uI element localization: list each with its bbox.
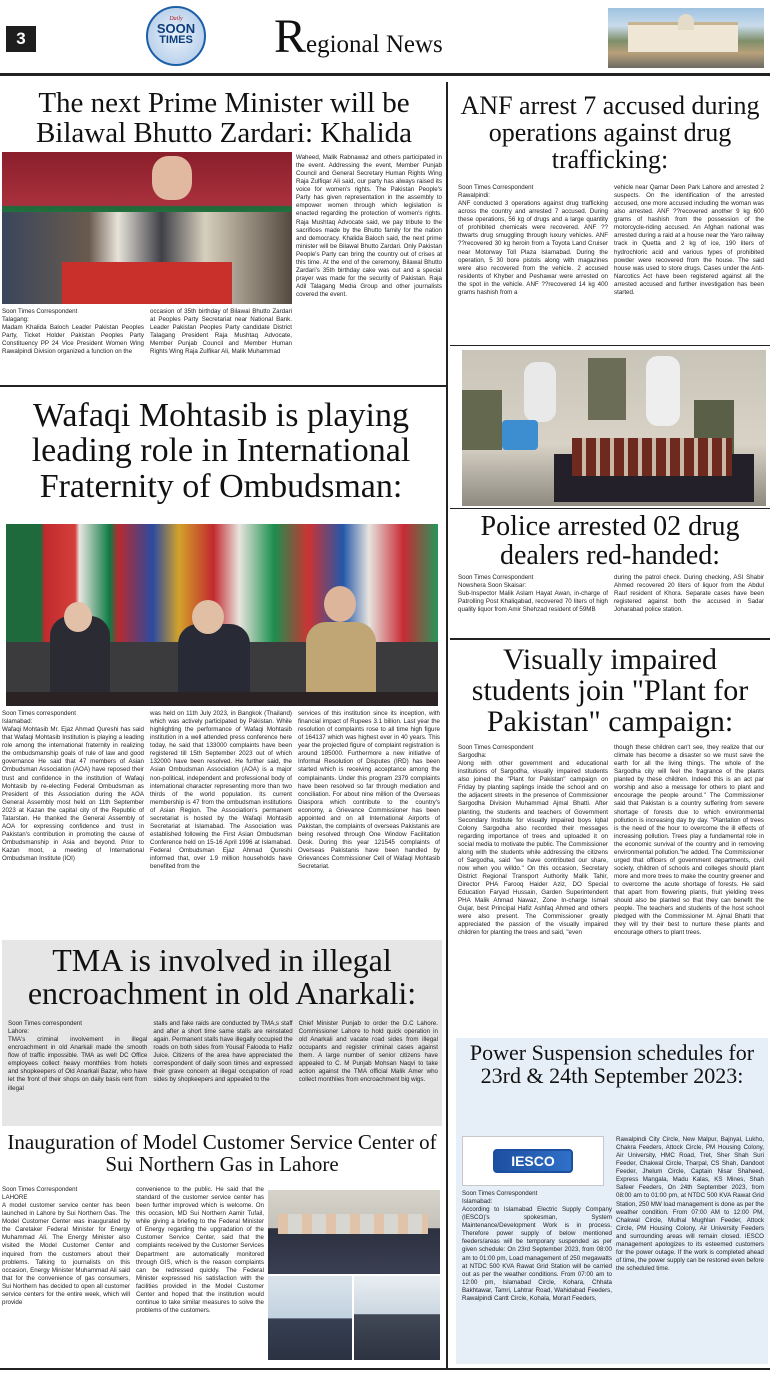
article1-col1-text: Madam Khalida Baloch Leader Pakistan Peoples Party, Ticket Holder Pakistan Peoples Party Constituency PP 24 Vice President Women Wing Rawalpindi Division organized a function on the bbox=[2, 324, 144, 356]
article7-headline: Inauguration of Model Customer Service Center of Sui Northern Gas in Lahore bbox=[7, 1130, 437, 1176]
article2-photo bbox=[462, 350, 766, 506]
article3-byline: Soon Times correspondent bbox=[2, 710, 76, 717]
article4-col2-text: during the patrol check. During checking, ASI Shabir Ahmed recovered 20 liters of liquor from the Abdul Rauf resident of Khora. Separate cases have been registered against both the accused in Sadar Joharabad police station. bbox=[614, 574, 764, 614]
article8-col1 bbox=[462, 1190, 612, 1362]
article6-body bbox=[8, 1020, 438, 1122]
masthead bbox=[0, 0, 770, 76]
article6-headline: TMA is involved in illegal encroachment in old Anarkali: bbox=[27, 942, 417, 1012]
article7-byline: Soon Times Correspondent bbox=[2, 1186, 78, 1193]
article8-headline: Power Suspension schedules for 23rd & 24th September 2023: bbox=[469, 1040, 755, 1088]
masthead-city-photo bbox=[608, 8, 764, 68]
article1-col2 bbox=[150, 308, 292, 381]
article7-col1-text: A model customer service center has been launched in Lahore by Sui Northern Gas. The Model Customer Center was inaugurated by the Caretaker Federal Minister for Energy Muhammad Ali. The Energy Minister also visited the Model Customer Center and inquired from the customers about their problems. Talking to journalists on this occasion, Energy Minister Muhammad Ali said that for the convenience of gas consumers, Sui Northern has decided to open all customer service centers for the entire week, which will provide bbox=[2, 1202, 130, 1306]
article7-col2-text: convenience to the public. He said that the standard of the customer service center has been further improved which is welcome. On this occasion, MD Sui Northern Aamir Tufail, while giving a briefing to the Federal Minister of Energy regarding the upgradation of the Customer Service Center, said that the complaints received by the Customer Services Department are automatically monitored through GIS, which is the reason complaints can be redressed quickly. The Federal Minister expressed his satisfaction with the facilities provided in the Model Customer Center and hoped that the institution would continue to take similar measures to solve the problems of the customers. bbox=[136, 1186, 264, 1314]
article6-col3-text: Chief Minister Punjab to order the D.C Lahore. Commissioner Lahore to hold quick operation in old Anarkali and vacate road sides from illegal occupants and register criminal cases against them. A large number of senior citizens have appealed to C. M Punjab Mohsan Naqvi to take action against the TMA official Malik Amer who collect monthlies from encroachment big wigs. bbox=[298, 1020, 438, 1084]
article3-headline: Wafaqi Mohtasib is playing leading role in International Fraternity of Ombudsman: bbox=[31, 397, 411, 505]
article7-col2 bbox=[136, 1186, 264, 1366]
section-title-rest: egional News bbox=[306, 31, 443, 58]
article1-col3-text: Waheed, Malik Rabnawaz and others participated in the event. Addressing the event, Member Punjab Council and General Secretary Human Rights Wing Raja Zulfiqar Ali said, our party has always raised its voice for women's rights. The Pakistan People's Party has given representation in the assembly to empower women through which legislation is enacted regarding the protection of women's rights. Raja Mushtaq Advocate said, we pay tribute to the sacrifices made by the Bhutto family for the nation and democracy. Khalida Baloch said, the next prime minister will be Bilawal Bhutto Zardari. Only Pakistan People's Party can bring the country out of crises at this time. At the end of the ceremony, Bilawal Bhutto Zardari's 35th birthday cake was cut and a special prayer was made for the security of Pakistan. Raja Adil Talagang Media Group and other journalists covered the event. bbox=[296, 154, 442, 299]
article4-body bbox=[458, 574, 764, 636]
article5-headline: Visually impaired students join "Plant for Pakistan" campaign: bbox=[471, 643, 749, 739]
newspaper-logo[interactable] bbox=[146, 6, 206, 66]
article7-photo-top bbox=[268, 1190, 440, 1274]
logo-name: SOON bbox=[156, 21, 196, 36]
masthead-rule bbox=[0, 73, 770, 76]
article4-byline: Soon Times Correspondent bbox=[458, 574, 534, 581]
article1-place: Talagang: bbox=[2, 316, 29, 324]
article2-place: Rawalpindi: bbox=[458, 192, 490, 200]
article8-byline: Soon Times Correspondent bbox=[462, 1190, 538, 1197]
article1-col3 bbox=[296, 154, 442, 381]
article4-col1 bbox=[458, 574, 608, 636]
article6-col3 bbox=[299, 1020, 438, 1122]
iesco-logo-mark bbox=[493, 1149, 573, 1173]
article7-photo-right bbox=[354, 1276, 440, 1360]
page-number: 3 bbox=[16, 29, 26, 48]
article5-col1 bbox=[458, 744, 608, 1034]
article6-place: Lahore: bbox=[8, 1028, 29, 1036]
article1-body bbox=[2, 308, 292, 381]
article8-col2 bbox=[616, 1136, 764, 1362]
iesco-logo-text: IESCO bbox=[511, 1153, 555, 1169]
article2-col1 bbox=[458, 184, 608, 344]
article4-col1-text: Sub-Inspector Malik Aslam Hayat Awan, in-charge of Patrolling Post Khaliqabad, recovered 70 liters of high quality liquor from Amir Shehzad resident of 59MB bbox=[458, 590, 608, 614]
article6-col2 bbox=[153, 1020, 292, 1122]
column-divider bbox=[446, 82, 448, 1368]
page-bottom-rule bbox=[0, 1368, 770, 1370]
article5-col1-text: Along with other government and educational institutions of Sargodha, visually impaired students also joined the "Plant for Pakistan" campaign on Friday by planting saplings inside the school and on the adjacent streets in the presence of Commissioner Sargodha Division Muhammad Ajmal Bhatti. After planting, the students and teachers of Government Secondary Institute for visually impaired boys Iqbal Colony Sargodha also recorded their messages regarding importance of trees and uploaded it on social media to motivate the public. The Commissioner along with the students while addressing the citizens of Sargodha, said "we have contributed our share, now when you willdo." On this occasion, Secretary District Regional Transport Authority Malik Tahir, Director PHA Farooq Haider Aziz, DO Special Education Faryad Hussain, Garden Superintendent PHA Malik Ahmad Nawaz, Zone In-charge Ismail Gujar, best Principal Hafiz Ashfaq Ahmed and others were also present. The Commissioner greatly appreciated the passion of the visually impaired children for planting the trees and said, "even bbox=[458, 760, 608, 937]
article4-headline: Police arrested 02 drug dealers red-handed: bbox=[480, 511, 740, 572]
article8-col1-text: According to Islamabad Electric Supply Company (IESCO)'s spokesman, System Maintenance/Development Work is in process. Therefore power supply of below mentioned feeders/areas will be temporary suspended as per given schedule: On 23rd September 2023, from 08:00 am to 01:00 pm, Load management of 250 megawatts at NTDC 500 KVA Rawat Grid Station will be carried out as per the weather conditions. From 07:00 am to 12:00 pm, Islamabad Circle, Kohara, Chhata Bakhtawar, Tamri, Lahtrar Road, Wahidabad Feeders, Rawalpindi Cantt Circle, Kohala, Morart Feeders, bbox=[462, 1206, 612, 1302]
article3-col2-text: was held on 11th July 2023, in Bangkok (Thailand) which was actively participated by Pakistan. While highlighting the performance of Wafaqi Mohtasib institution in a well attended press conference here today, he said that 133000 complaints have been registered till 15th September 2023 out of which 132000 have been resolved. He further said, the Asian Ombudsman Association (AOA) is a major non-political, independent and professional body of international character representing more than two thirds of the world population. Its current membership is 47 from the ombudsman institutions of Asian Region. The Association's permanent secretariat is hosted by the Wafaqi Mohtasib Secretariat at Islamabad. The Association was established following the First Asian Ombudsman Conference held on 15-16 April 1996 at Islamabad. Federal Ombudsman Ejaz Ahmad Qureshi informed that, over 1.9 million households have benefited from the bbox=[150, 710, 292, 871]
article7-photo-left bbox=[268, 1276, 352, 1360]
article1-byline: Soon Times Correspondent bbox=[2, 308, 78, 315]
article3-place: Islamabad: bbox=[2, 718, 33, 726]
article5-col2 bbox=[614, 744, 764, 1034]
article6-col1 bbox=[8, 1020, 147, 1122]
iesco-logo bbox=[462, 1136, 604, 1186]
article2-col1-text: ANF conducted 3 operations against drug trafficking across the country and arrested 7 accused. During these operations, 56 kg of drugs and a large quantity of prohibited chemicals were recovered. ANF ??thwarts drug smuggling through luxury vehicles. ANF ??recovered 30 kg heroin from a Toyota Land Cruiser near Motorway Toll Plaza Islamabad. During the operation, 5 30 bore pistols along with magazines were also recovered from the vehicle. 2 accused residents of Khyber and Peshawar were arrested on the spot in the vehicle. ANF ??recovered 14 kg 400 grams hashish from a bbox=[458, 200, 608, 296]
article2-byline: Soon Times Correspondent bbox=[458, 184, 534, 191]
article3-body bbox=[2, 710, 440, 938]
article3-col1-text: Wafaqi Mohtasib Mr. Ejaz Ahmad Qureshi has said that Wafaqi Mohtasib Institution is playing a leading role among the international fraternity in realizing the ombudsmanship goals of rule of law and good governance He said that 47 members of Asian Ombudsman Association (AOA) have reposed their trust and confidence in the institution of Wafaqi Mohtasib by re-electing Federal Ombudsman as President of this Association during the AOA General Assembly most held on 11th September 2023 at Kazan the capital city of the Republic of Tatarstan. He thanked the General Assembly of AOA for expressing confidence and trust in Pakistan's contribution in promoting the cause of Ombudsmanship in Asia and beyond. Prior to Kazan moot, a meeting of International Ombudsman Institute (IOI) bbox=[2, 726, 144, 863]
logo-name-2: TIMES bbox=[159, 34, 193, 46]
article4-rule bbox=[450, 638, 770, 640]
article1-col1 bbox=[2, 308, 144, 381]
article3-col2 bbox=[150, 710, 292, 938]
article3-col1 bbox=[2, 710, 144, 938]
article1-rule bbox=[0, 385, 446, 387]
article7-body bbox=[2, 1186, 264, 1366]
article3-photo bbox=[6, 524, 438, 706]
article7-col1 bbox=[2, 1186, 130, 1366]
article2-body bbox=[458, 184, 764, 344]
logo-small-text: Daily bbox=[169, 16, 183, 22]
article4-place: Nowshera Soon Skaisar: bbox=[458, 582, 527, 590]
article7-place: LAHORE bbox=[2, 1194, 28, 1202]
page-number-badge bbox=[6, 26, 36, 52]
article6-col2-text: stalls and fake raids are conducted by TMA,s staff and after a short time same stalls are reinstated again. Permanent stalls have illegally occupied the roads on both sides from Yousaf Falooda to Hafiz Juice. Citizens of the area have appreciated the correspondent of daily soon times and expressed their grave concern at illegal occupation of road sides by shopkeepers and appealed to the bbox=[153, 1020, 293, 1084]
article2-bottom-rule bbox=[450, 508, 770, 509]
article4-col2 bbox=[614, 574, 764, 636]
section-title-initial: R bbox=[274, 10, 307, 63]
article5-body bbox=[458, 744, 764, 1034]
article5-col2-text: though these children can't see, they realize that our climate has become a disaster so we must save the earth for all the living things. The whole of the Sargodha city will feel the fragrance of the plants planted by these children. Indeed this is an act par worship and also a message for others to plant and encourage the people around." The Commissioner said that Pakistan is a country suffering from severe shortage of forests due to which environmental pollution is increasing day by day. "Plantation of trees is the need of the hour to overcome the ill effects of increasing pollution. Trees play a fundamental role in the economic survival of the country and in removing environmental pollution."he added. The Commissioner urged that officers of government departments, civil society, children of schools and colleges should plant more and more trees to make the country greener and to overcome the acute shortage of forests. He said that apart from flowering plants, fruit yielding trees should also be planted so that they can benefit the people. The teachers and students of the host school pledged with the Commissioner M. Ajmal Bhatti that they will try their best to nurture these plants and encourage others to plant trees. bbox=[614, 744, 764, 937]
article6-byline: Soon Times correspondent bbox=[8, 1020, 82, 1027]
article5-byline: Soon Times Correspondent bbox=[458, 744, 534, 751]
article8-col2-text: Rawalpindi City Circle, New Malpur, Bajnyal, Lukho, Chakra Feeders, Attock Circle, PM Housing Colony, Air University, HMC Road, Tret, Sher Shah Suri Feeder, Chakwal Circle, Tharpal, CS Shah, Dandoot Feeder, Jhelum Circle, Captain Nisar Shaheed, Express Mangala, Madu Kalas, KS Mines, Shah Safeer Feeders, On 24th September 2023, from 08:00 am to 01:00 pm, at NTDC 500 KVA Rawat Grid Station, 250 MW load management is done as per the weather condition. From 07:00 AM to 12:00 PM, Chakwal Circle, Mulhal Mughlan Feeder, Attock Circle, PM Housing Colony, Air University Feeders and surrounding areas will remain closed. IESCO management apologizes to its esteemed customers for the power outage. If the work is completed ahead of time, the power supply can be restored even before the scheduled time. bbox=[616, 1136, 764, 1272]
article1-headline: The next Prime Minister will be Bilawal Bhutto Zardari: Khalida bbox=[35, 87, 413, 150]
article6-col1-text: TMA's criminal involvement in illegal encroachment in old Anarkali made the smooth flow of traffic impossible. TMA as well DC Office employees collect heavy monthlies from hotels and shopkeepers of Old Anarkali Bazar, who have let the front of their shops on daily basis rent from illegal bbox=[8, 1036, 148, 1092]
section-title bbox=[274, 4, 443, 70]
article1-col2-text: occasion of 35th birthday of Bilawal Bhutto Zardari at Peoples Party Secretariat near National Bank. Leader Pakistan Peoples Party candidate District Talagang President Raja Mushtaq Advocate, Member Punjab Council and Member Human Rights Wing Raja Zulfikar Ali, Malik Muhammad bbox=[150, 308, 292, 356]
article2-col2 bbox=[614, 184, 764, 344]
article2-col2-text: vehicle near Qamar Deen Park Lahore and arrested 2 suspects. On the identification of the arrested accused, one more accused including the woman was also arrested. ANF ??recovered another 9 kg 600 grams of hashish from the possession of the motorcycle-riding accused. An Afghan national was arrested during a raid at a house near the Yaro railway track in Quetta and 2 kg of ice, 190 liters of hydrochloric acid and various types of prohibited powder were recovered from the house. The said house was used to store drugs. Cases under the Anti-Narcotics Act have been registered against all the arrested accused and further investigation has been started. bbox=[614, 184, 764, 296]
article8-place: Islamabad: bbox=[462, 1198, 493, 1206]
article3-col3 bbox=[298, 710, 440, 938]
article2-rule bbox=[450, 345, 770, 346]
article2-headline: ANF arrest 7 accused during operations against drug trafficking: bbox=[460, 91, 760, 175]
article5-place: Sargodha: bbox=[458, 752, 487, 760]
article1-photo bbox=[2, 152, 292, 304]
article3-col3-text: services of this institution since its inception, with financial impact of Rupees 3.1 billion. Last year the resolution of complaints rose to all time high figure of 164137 which was highest ever in 40 years. This year the projected figure of complaint registration is around 185000. Furthermore a new initiative of Informal Resolution of Disputes (IRD) has been started which is receiving acceptance among the complainants. Under this program 2379 complaints have been resolved so far through mediation and conciliation. For about nine million of the Overseas Diaspora which contribute to the country's economy, a Grievance Commissioner has been appointed and on all International Airports of Pakistan, the complaints of overseas Pakistanis are being resolved through One Window Facilitation Desk. During this year 121545 complaints of Overseas Pakistanis have been handled by Grievances Commissioner Cell of Wafaqi Mohtasib Secretariat. bbox=[298, 710, 440, 871]
